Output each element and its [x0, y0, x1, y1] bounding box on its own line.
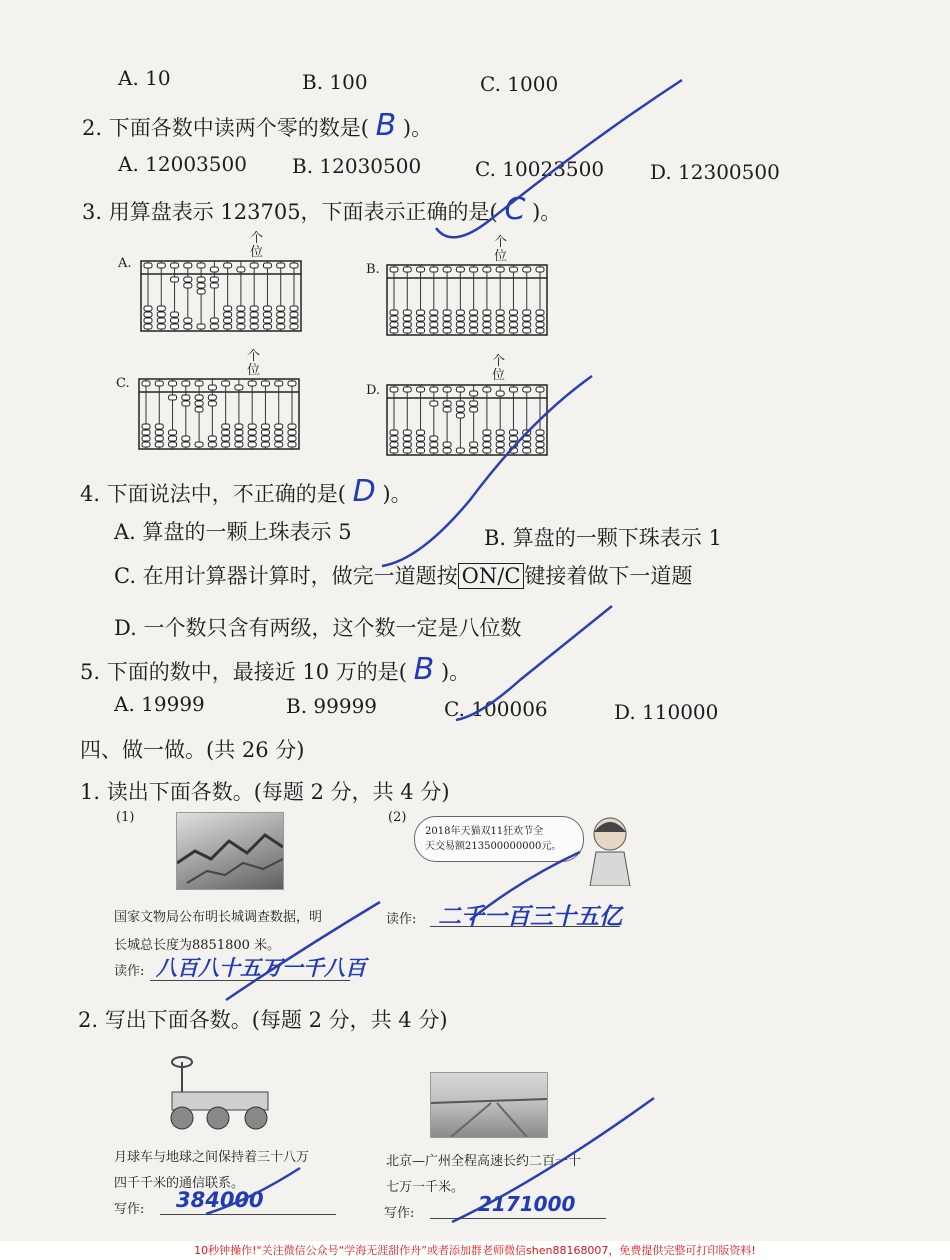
q3-stem-text: 3. 用算盘表示 123705，下面表示正确的是(	[82, 200, 498, 224]
abacus-b	[386, 264, 548, 336]
great-wall-icon	[177, 813, 283, 889]
abacus-b-ones-marker: 个 位	[494, 235, 508, 264]
q2-option-d: D. 12300500	[650, 160, 780, 184]
s4-p2-sub2-text1: 北京—广州全程高速长约二百一十	[386, 1154, 582, 1169]
q5-option-d: D. 110000	[614, 700, 719, 724]
s4-p2-sub1-answer: 384000	[176, 1188, 264, 1212]
q5-answer: B	[413, 652, 435, 687]
abacus-a-label: A.	[118, 256, 132, 271]
abacus-c-ones-marker: 个 位	[247, 349, 261, 378]
q2-option-c: C. 10023500	[475, 157, 605, 181]
highway-icon	[431, 1073, 547, 1137]
s4-p1-sub1-underline	[150, 980, 350, 981]
q2-stem	[82, 108, 432, 143]
s4-p2-sub2-answer: 2171000	[478, 1192, 576, 1216]
q5-option-c: C. 100006	[444, 697, 548, 721]
s4-p2-sub1-text1: 月球车与地球之间保持着三十八万	[114, 1150, 310, 1165]
q4-option-c-text: C. 在用计算器计算时，做完一道题按	[114, 564, 458, 588]
s4-p2-sub2-write-label: 写作:	[384, 1206, 415, 1221]
q2-option-b: B. 12030500	[292, 154, 422, 178]
q4-stem	[80, 474, 412, 509]
q4-option-c-end: 键接着做下一道题	[524, 564, 693, 588]
section-4-title: 四、做一做。(共 26 分)	[80, 738, 305, 762]
abacus-a	[140, 260, 302, 332]
girl-avatar-icon	[586, 812, 634, 886]
onc-key-box: ON/C	[458, 563, 525, 589]
s4-p1-sub1-text1: 国家文物局公布明长城调查数据，明	[114, 910, 323, 925]
bubble-line-2: 天交易额213500000000元。	[425, 841, 562, 852]
s4-p1-sub2-answer: 二千一百三十五亿	[438, 904, 622, 930]
q4-answer: D	[352, 474, 376, 509]
abacus-a-ones-marker: 个 位	[250, 231, 264, 260]
s4-p1-stem: 1. 读出下面各数。(每题 2 分，共 4 分)	[80, 780, 450, 804]
q4-stem-end: )。	[382, 482, 412, 506]
abacus-d-label: D.	[366, 383, 381, 398]
abacus-b-label: B.	[366, 262, 380, 277]
q5-stem-end: )。	[440, 660, 471, 684]
s4-p1-sub1-text2: 长城总长度为8851800 米。	[114, 938, 281, 953]
q2-stem-text: 2. 下面各数中读两个零的数是(	[82, 116, 369, 140]
q5-option-b: B. 99999	[286, 694, 378, 718]
q1-option-c: C. 1000	[480, 72, 559, 96]
bubble-line-1: 2018年天猫双11狂欢节全	[425, 826, 544, 837]
great-wall-photo	[176, 812, 284, 890]
abacus-d	[386, 384, 548, 456]
q3-answer: C	[504, 192, 526, 227]
q4-option-a: A. 算盘的一颗上珠表示 5	[114, 520, 352, 544]
footer-promo: 10秒钟操作!"关注微信公众号“学海无涯甜作舟”或者添加群老师微信shen88168007，免费提供完整可打印版资料!	[0, 1241, 950, 1260]
lunar-rover-icon	[158, 1052, 282, 1132]
q3-stem-end: )。	[532, 200, 562, 224]
q5-stem	[80, 652, 470, 687]
q5-option-a: A. 19999	[114, 692, 205, 716]
q2-stem-end: )。	[402, 116, 433, 140]
q2-option-a: A. 12003500	[118, 152, 247, 176]
speech-bubble	[414, 816, 584, 862]
abacus-d-ones-marker: 个 位	[492, 354, 506, 383]
q3-stem	[82, 192, 561, 227]
abacus-c-label: C.	[116, 376, 130, 391]
s4-p1-sub1-read-label: 读作:	[114, 964, 145, 979]
q1-option-b: B. 100	[302, 70, 368, 94]
s4-p2-sub2-text2: 七万一千米。	[386, 1180, 465, 1195]
s4-p1-sub2-underline	[430, 926, 620, 927]
s4-p2-stem: 2. 写出下面各数。(每题 2 分，共 4 分)	[78, 1008, 448, 1032]
s4-p1-sub1-label: (1)	[116, 810, 135, 825]
s4-p1-sub2-read-label: 读作:	[386, 912, 417, 927]
q4-option-d: D. 一个数只含有两级，这个数一定是八位数	[114, 616, 522, 640]
q4-stem-text: 4. 下面说法中，不正确的是(	[80, 482, 346, 506]
q2-answer: B	[375, 108, 397, 143]
q1-option-a: A. 10	[118, 66, 171, 90]
s4-p2-sub1-text2: 四千千米的通信联系。	[114, 1176, 245, 1191]
q5-stem-text: 5. 下面的数中，最接近 10 万的是(	[80, 660, 407, 684]
s4-p1-sub2-label: (2)	[388, 810, 407, 825]
abacus-c	[138, 378, 300, 450]
s4-p1-sub1-answer: 八百八十五万一千八百	[156, 956, 366, 980]
s4-p2-sub2-underline	[430, 1218, 606, 1219]
s4-p2-sub1-underline	[160, 1214, 336, 1215]
q4-option-b: B. 算盘的一颗下珠表示 1	[484, 526, 722, 550]
s4-p2-sub1-write-label: 写作:	[114, 1202, 145, 1217]
highway-photo	[430, 1072, 548, 1138]
q4-option-c	[114, 560, 692, 590]
